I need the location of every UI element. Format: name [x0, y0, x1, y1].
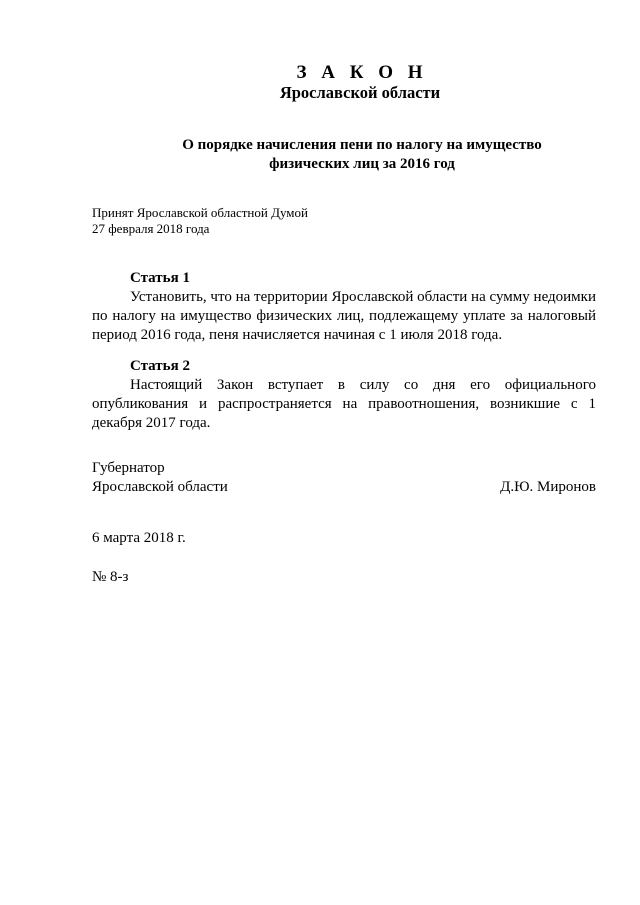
law-title: З А К О Н — [296, 62, 428, 83]
signatory-position-line-1: Губернатор — [92, 460, 165, 476]
signing-date: 6 марта 2018 г. — [92, 530, 186, 546]
article-1-text: Установить, что на территории Ярославской области на сумму недоимки по налогу на имущество физических лиц, подлежащему уплате за налоговый период 2016 года, пеня начисляется начиная с 1 июля 2018 года. — [92, 289, 596, 343]
signature-block — [92, 459, 596, 497]
article-2 — [92, 357, 596, 433]
article-1-heading: Статья 1 — [130, 270, 190, 286]
signature-row — [92, 478, 596, 497]
adoption-note — [92, 205, 308, 237]
signatory-position-line-2: Ярославской области — [92, 479, 228, 495]
article-1 — [92, 269, 596, 345]
law-subject-line-1: О порядке начисления пени по налогу на имущество — [182, 137, 542, 153]
law-subject-line-2: физических лиц за 2016 год — [269, 156, 455, 172]
law-subject — [0, 136, 640, 174]
adoption-body: Принят Ярославской областной Думой — [92, 205, 308, 220]
adoption-date: 27 февраля 2018 года — [92, 221, 210, 236]
law-region: Ярославской области — [279, 83, 441, 102]
article-2-text: Настоящий Закон вступает в силу со дня его официального опубликования и распространяется на правоотношения, возникшие с 1 декабря 2017 года. — [92, 377, 596, 431]
law-number: № 8-з — [92, 569, 129, 585]
signatory-name: Д.Ю. Миронов — [500, 479, 596, 495]
article-2-heading: Статья 2 — [130, 358, 190, 374]
